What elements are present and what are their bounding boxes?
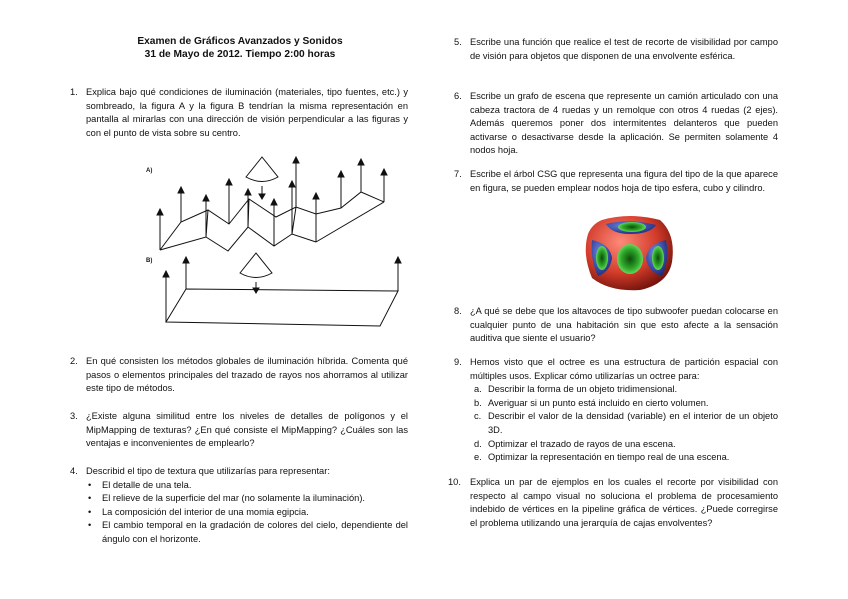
bullet: • [88, 493, 92, 504]
sub-list [470, 383, 778, 465]
list-item [470, 451, 778, 465]
figure-a-label: A) [146, 168, 153, 174]
question-text: Describid el tipo de textura que utilizarías para representar: [86, 466, 330, 476]
figure-ab-drawing [136, 152, 406, 347]
question-9 [454, 356, 778, 465]
plane-b [166, 289, 398, 326]
question-5 [454, 36, 778, 63]
eye-b [240, 253, 272, 278]
question-number: 3. [70, 411, 78, 421]
question-number: 7. [454, 169, 462, 179]
list-item-text: El detalle de una tela. [102, 479, 192, 490]
bullet-list [86, 479, 408, 547]
item-letter: a. [474, 384, 482, 395]
list-item [86, 492, 408, 506]
list-item-text: Describir la forma de un objeto tridimensional. [488, 384, 678, 395]
question-3 [70, 410, 408, 451]
question-number: 4. [70, 466, 78, 476]
list-item-text: Optimizar el trazado de rayos de una escena. [488, 438, 676, 449]
exam-title: Examen de Gráficos Avanzados y Sonidos [137, 36, 343, 47]
list-item [470, 397, 778, 411]
zigzag-edge [292, 207, 296, 234]
list-item [86, 506, 408, 520]
list-item-text: Optimizar la representación en tiempo real de una escena. [488, 452, 730, 463]
question-text: ¿Existe alguna similitud entre los niveles de detalles de polígonos y el MipMapping de texturas? ¿En qué consiste el MipMapping? ¿Cuáles son las ventajas e inconvenientes de emplearlo? [86, 411, 408, 449]
question-6 [454, 90, 778, 158]
figure-b-label: B) [146, 258, 153, 264]
question-number: 2. [70, 356, 78, 366]
csg-hole-right [652, 246, 664, 270]
question-number: 1. [70, 87, 78, 97]
question-2 [70, 355, 408, 396]
zigzag-back [160, 192, 384, 250]
question-text: Escribe una función que realice el test de recorte de visibilidad por campo de visión para objetos que disponen de una envolvente esférica. [470, 37, 778, 61]
eye-a [246, 157, 278, 182]
question-number: 8. [454, 306, 462, 316]
csg-hole-left [596, 246, 608, 270]
question-8 [454, 305, 778, 346]
question-1 [70, 86, 408, 140]
bullet: • [88, 479, 92, 490]
list-item-text: El cambio temporal en la gradación de colores del cielo, dependiente del ángulo con el horizonte. [102, 520, 408, 544]
question-text: Explica bajo qué condiciones de iluminación (materiales, tipo fuentes, etc.) y sombreado, la figura A y la figura B tendrían la misma representación en pantalla al mirarlas con una dirección de visión perpendicular a las figuras y con el punto de vista sobre su centro. [86, 87, 408, 138]
question-text: Escribe el árbol CSG que representa una figura del tipo de la que aparece en figura, se pueden emplear nodos hoja de tipo esfera, cubo y cilindro. [470, 169, 778, 193]
list-item-text: Describir el valor de la densidad (variable) en el interior de un objeto 3D. [488, 411, 778, 435]
item-letter: d. [474, 438, 482, 449]
question-text: Explica un par de ejemplos en los cuales el recorte por visibilidad con respecto al campo visual no soluciona el problema de procesamiento indebido de vértices en la pipeline gráfica de vértices. ¿Puede corregirse el problema utilizando una jerarquía de cajas envolventes? [470, 477, 778, 528]
list-item-text: Averiguar si un punto está incluido en cierto volumen. [488, 397, 709, 408]
question-number: 10. [448, 477, 461, 487]
item-letter: c. [474, 411, 482, 422]
item-letter: b. [474, 397, 482, 408]
question-number: 6. [454, 91, 462, 101]
question-7 [454, 168, 778, 195]
list-item [86, 519, 408, 546]
list-item-text: El relieve de la superficie del mar (no solamente la iluminación). [102, 493, 366, 504]
csg-hole-front [617, 244, 643, 274]
list-item [470, 438, 778, 452]
zigzag-edge [316, 202, 384, 242]
list-item [86, 479, 408, 493]
normal-arrows [157, 157, 401, 322]
question-number: 9. [454, 357, 462, 367]
question-text: ¿A qué se debe que los altavoces de tipo subwoofer puedan colocarse en cualquier punto de una habitación sin que esto afecte a la sensación auditiva que siente el usuario? [470, 306, 778, 344]
bullet: • [88, 506, 92, 517]
question-text: Escribe un grafo de escena que represente un camión articulado con una cabeza tractora de 4 ruedas y un remolque con otros 4 ruedas (2 ejes). Además queremos poner dos intermitentes delanteros que pueden activarse o desactivarse desde la aplicación. Se permiten solamente 4 nodos hoja. [470, 91, 778, 156]
exam-subtitle: 31 de Mayo de 2012. Tiempo 2:00 horas [144, 49, 336, 60]
item-letter: e. [474, 452, 482, 463]
list-item-text: La composición del interior de una momia egipcia. [102, 506, 309, 517]
list-item [470, 410, 778, 437]
csg-hole-top [618, 222, 646, 232]
question-text: En qué consisten los métodos globales de iluminación híbrida. Comenta qué pasos o elementos principales del trazado de rayos nos ahorramos al utilizar este tipo de métodos. [86, 356, 408, 394]
question-4 [70, 465, 408, 547]
question-text: Hemos visto que el octree es una estructura de partición espacial con múltiples usos. Explicar cómo utilizarías un octree para: [470, 357, 778, 381]
csg-figure [580, 212, 680, 292]
question-10 [448, 476, 778, 530]
list-item [470, 383, 778, 397]
bullet: • [88, 520, 92, 531]
question-number: 5. [454, 37, 462, 47]
